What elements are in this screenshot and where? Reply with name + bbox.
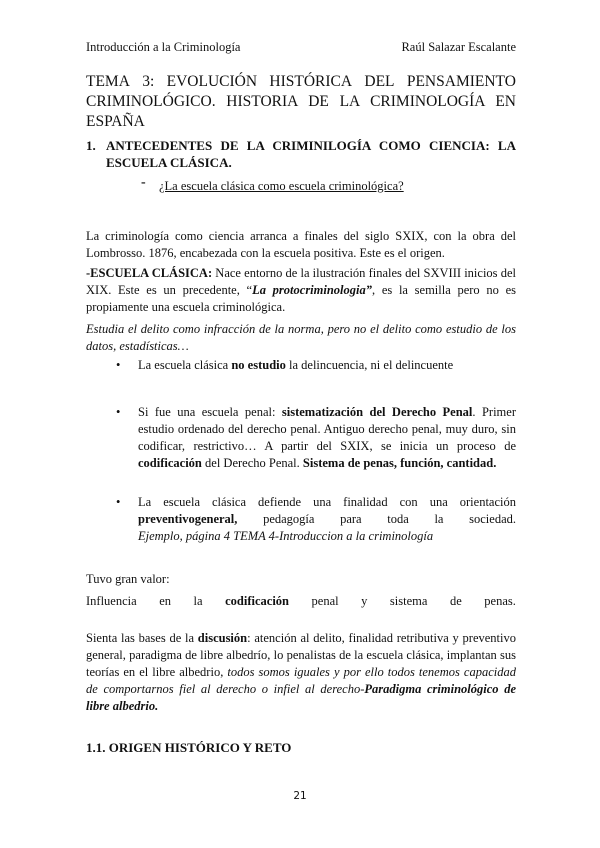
section-heading-1	[86, 137, 516, 171]
word: pedagogía	[263, 512, 315, 526]
bullet3-line1	[138, 494, 516, 511]
text-run: : atención al delito, finalidad retributiva y preventivo general, paradigma de libre albedrío, lo penalistas de la escuela clásica, implantan sus teorías en el libre albedrio,	[86, 631, 516, 679]
paragraph-discusion	[86, 630, 516, 715]
bold-text: codificación	[138, 456, 202, 470]
paragraph-influencia	[86, 593, 516, 610]
text-run: La escuela clásica defiende una finalidad con una orientación	[138, 495, 516, 509]
bullet3-line2	[138, 511, 516, 528]
bullet-icon: •	[116, 358, 121, 372]
text-run: Sienta las bases de la	[86, 631, 198, 645]
page-number: 21	[293, 790, 307, 802]
italic-text: Estudia el delito como infracción de la norma, pero no el delito como estudio de los datos, estadísticas…	[86, 322, 516, 353]
word: penal	[311, 594, 339, 608]
section-number: 1.	[86, 138, 96, 153]
word: la	[193, 594, 203, 608]
chapter-title	[86, 72, 516, 132]
dash-bullet-icon: -	[141, 175, 146, 190]
paragraph-estudia	[86, 321, 516, 355]
word: penas.	[484, 594, 516, 608]
chapter-title-line2: CRIMINOLÓGICO. HISTORIA DE LA CRIMINOLOGÍA EN ESPAÑA	[86, 93, 516, 130]
word: y	[361, 594, 368, 608]
text-run: la delincuencia, ni el delincuente	[285, 358, 454, 372]
example-reference: Ejemplo, página 4 TEMA 4-Introduccion a la criminología	[138, 529, 434, 543]
header-left: Introducción a la Criminología	[86, 40, 241, 54]
header-right: Raúl Salazar Escalante	[401, 40, 516, 54]
paradigm-term: Paradigma criminológico de libre albedrio.	[86, 682, 516, 713]
title-word: PENSAMIENTO	[406, 73, 516, 90]
paragraph-origin: La criminología como ciencia arranca a finales del siglo SXIX, con la obra del Lombrosso. 1876, encabezada con la escuela positiva. Este es el origen.	[86, 229, 516, 260]
bullet-item-2	[116, 404, 516, 472]
title-word: 3:	[142, 73, 155, 90]
protocriminologia-term: La protocriminologia”	[252, 283, 372, 297]
title-word: DEL	[364, 73, 395, 90]
chapter-title-line1	[86, 72, 516, 92]
subheading	[141, 175, 404, 194]
subheading-text: ¿La escuela clásica como escuela criminológica?	[159, 179, 404, 193]
title-word: TEMA	[86, 73, 130, 90]
bold-text: codificación	[225, 594, 289, 608]
title-word: EVOLUCIÓN	[166, 73, 258, 90]
word: sistema	[389, 594, 428, 608]
title-word: HISTÓRICA	[269, 73, 353, 90]
bullet-icon: •	[116, 495, 121, 509]
escuela-clasica-label: -ESCUELA CLÁSICA:	[86, 266, 213, 280]
bold-text: preventivogeneral,	[138, 512, 238, 526]
word: en	[159, 594, 172, 608]
text-run: Si fue una escuela penal:	[138, 405, 282, 419]
word: Influencia	[86, 594, 137, 608]
text-run: . Primer estudio ordenado del derecho penal. Antiguo derecho penal, muy duro, sin codificar, restrictivo… A partir del SXIX, se inicia un proceso de	[138, 405, 516, 453]
bold-text: Sistema de penas, función, cantidad.	[302, 456, 497, 470]
word: sociedad.	[469, 512, 516, 526]
word: la	[434, 512, 444, 526]
bold-text: discusión	[197, 631, 248, 645]
text-run: , es la semilla pero no es propiamente una escuela criminológica.	[86, 283, 516, 314]
paragraph-escuela-clasica	[86, 265, 516, 316]
bold-text: no estudio	[231, 358, 286, 372]
word: para	[340, 512, 362, 526]
italic-text: todos somos iguales y por ello todos tenemos capacidad de comportarnos fiel al derecho o infiel al derecho-	[86, 665, 516, 696]
bold-text: sistematización del Derecho Penal	[281, 405, 473, 419]
word: toda	[387, 512, 409, 526]
section-heading-1-1: 1.1. ORIGEN HISTÓRICO Y RETO	[86, 740, 292, 755]
section-title: ANTECEDENTES DE LA CRIMINILOGÍA COMO CIENCIA: LA ESCUELA CLÁSICA.	[106, 138, 516, 170]
bullet-icon: •	[116, 405, 121, 419]
word: de	[449, 594, 462, 608]
text-run: del Derecho Penal.	[201, 456, 303, 470]
bullet-item-3	[116, 494, 516, 545]
paragraph-valor: Tuvo gran valor:	[86, 572, 170, 586]
text-run: La escuela clásica	[138, 358, 232, 372]
text-run: Nace entorno de la ilustración finales del SXVIII inicios del XIX. Este es un precedente, “	[86, 266, 516, 297]
bullet-item-1	[116, 357, 516, 374]
